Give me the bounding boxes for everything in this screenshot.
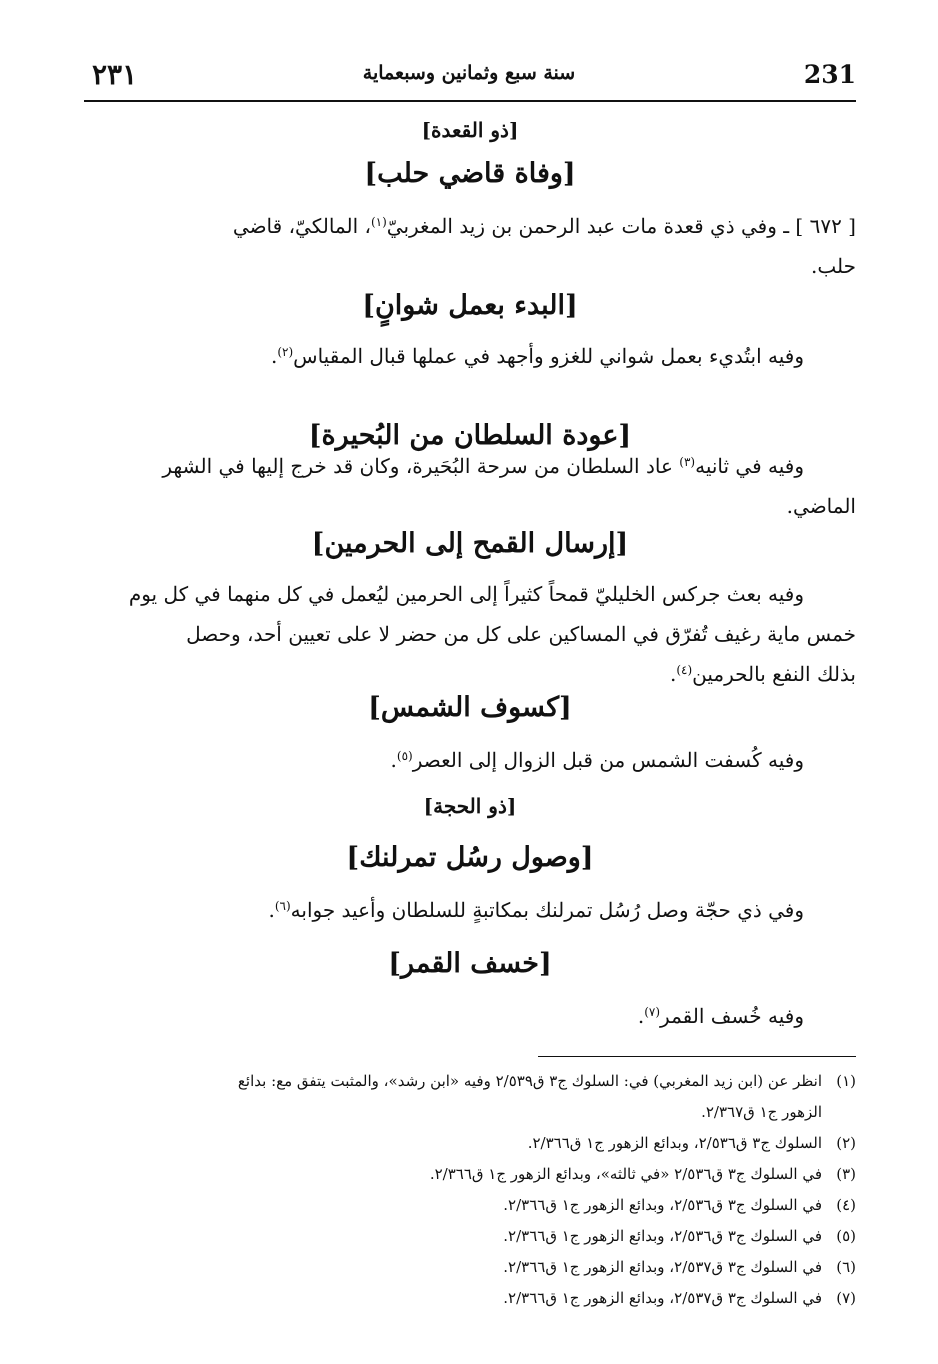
footnote-ref[interactable]: (٥) bbox=[396, 749, 413, 763]
footnote-ref[interactable]: (٣) bbox=[679, 455, 696, 469]
month-heading: [ذو القعدة] bbox=[421, 118, 519, 142]
paragraph-line: وفيه بعث جركس الخليليّ قمحاً كثيراً إلى الحرمين ليُعمل في كل منهما في كل يوم bbox=[128, 582, 804, 606]
footnote-ref[interactable]: (٧) bbox=[644, 1005, 661, 1019]
footnote bbox=[84, 1066, 856, 1097]
paragraph-line: حلب. bbox=[811, 254, 856, 278]
page-number-arabic: ٢٣١ bbox=[92, 58, 138, 91]
footnote bbox=[84, 1252, 856, 1283]
footnote-text: السلوك ج٣ ق٢/٥٣٦، وبدائع الزهور ج١ ق٢/٣٦٦. bbox=[527, 1134, 822, 1152]
section-heading: [وصول رسُل تمرلنك] bbox=[346, 842, 594, 873]
footnote-ref[interactable]: (٢) bbox=[277, 345, 294, 359]
paragraph-line: وفيه كُسفت الشمس من قبل الزوال إلى العصر$^{(٥)}$. bbox=[390, 748, 804, 772]
footnote-ref[interactable]: (٤) bbox=[676, 663, 693, 677]
footnote-ref[interactable]: (٦) bbox=[274, 899, 291, 913]
footnote-number: (٤) bbox=[836, 1196, 856, 1214]
paragraph-line: [ ٦٧٢ ] ـ وفي ذي قعدة مات عبد الرحمن بن زيد المغربيّ$^{(١)}$، المالكيّ، قاضي bbox=[232, 214, 856, 238]
footnote-text: في السلوك ج٣ ق٢/٥٣٦، وبدائع الزهور ج١ ق٢/٣٦٦. bbox=[503, 1196, 822, 1214]
footnote-number: (٣) bbox=[836, 1165, 856, 1183]
paragraph bbox=[84, 574, 856, 694]
paragraph bbox=[84, 890, 856, 930]
footnote-text: في السلوك ج٣ ق٢/٥٣٦، وبدائع الزهور ج١ ق٢/٣٦٦. bbox=[503, 1227, 822, 1245]
section-heading: [البدء بعمل شوانٍ] bbox=[362, 290, 578, 321]
paragraph-line: بذلك النفع بالحرمين$^{(٤)}$. bbox=[669, 662, 856, 686]
section-heading: [عودة السلطان من البُحيرة] bbox=[308, 420, 632, 451]
section-heading: [وفاة قاضي حلب] bbox=[364, 158, 576, 189]
section-heading: [إرسال القمح إلى الحرمين] bbox=[311, 528, 629, 559]
section-heading: [خسف القمر] bbox=[388, 948, 552, 979]
page-number-latin: 231 bbox=[803, 60, 856, 89]
paragraph-line: وفيه ابتُديء بعمل شواني للغزو وأجهد في عملها قبال المقياس$^{(٢)}$. bbox=[270, 344, 804, 368]
paragraph-line: الماضي. bbox=[786, 494, 856, 518]
paragraph bbox=[84, 740, 856, 780]
footnotes bbox=[84, 1066, 856, 1314]
header-rule bbox=[84, 100, 856, 102]
paragraph bbox=[84, 996, 856, 1036]
paragraph bbox=[84, 446, 856, 526]
footnote bbox=[84, 1283, 856, 1314]
footnote-continuation: الزهور ج١ ق٢/٣٦٧. bbox=[701, 1103, 822, 1121]
footnote-text: في السلوك ج٣ ق٢/٥٣٦ «في ثالثه»، وبدائع الزهور ج١ ق٢/٣٦٦. bbox=[429, 1165, 822, 1183]
paragraph-line: وفيه في ثانيه$^{(٣)}$ عاد السلطان من سرحة البُحَيرة، وكان قد خرج إليها في الشهر bbox=[162, 454, 804, 478]
running-title: سنة سبع وثمانين وسبعماية bbox=[362, 62, 576, 84]
footnote-separator bbox=[538, 1056, 856, 1057]
paragraph bbox=[84, 206, 856, 286]
footnote bbox=[84, 1190, 856, 1221]
footnote-text: في السلوك ج٣ ق٢/٥٣٧، وبدائع الزهور ج١ ق٢/٣٦٦. bbox=[503, 1289, 822, 1307]
footnote bbox=[84, 1221, 856, 1252]
footnote-number: (١) bbox=[836, 1072, 856, 1090]
section-heading: [كسوف الشمس] bbox=[368, 692, 572, 723]
footnote-text: في السلوك ج٣ ق٢/٥٣٧، وبدائع الزهور ج١ ق٢/٣٦٦. bbox=[503, 1258, 822, 1276]
footnote-number: (٢) bbox=[836, 1134, 856, 1152]
footnote-number: (٧) bbox=[836, 1289, 856, 1307]
footnote-ref[interactable]: (١) bbox=[370, 215, 387, 229]
month-heading: [ذو الحجة] bbox=[423, 794, 517, 818]
footnote-text: انظر عن (ابن زيد المغربي) في: السلوك ج٣ ق٢/٥٣٩ وفيه «ابن رشد»، والمثبت يتفق مع: بدائع bbox=[237, 1072, 822, 1090]
paragraph-line: وفيه خُسف القمر$^{(٧)}$. bbox=[637, 1004, 804, 1028]
footnote bbox=[84, 1159, 856, 1190]
footnote-number: (٥) bbox=[836, 1227, 856, 1245]
footnote-number: (٦) bbox=[836, 1258, 856, 1276]
paragraph-line: وفي ذي حجّة وصل رُسُل تمرلنك بمكاتبةٍ للسلطان وأعيد جوابه$^{(٦)}$. bbox=[268, 898, 804, 922]
footnote bbox=[84, 1128, 856, 1159]
paragraph bbox=[84, 336, 856, 376]
paragraph-line: خمس ماية رغيف تُفرّق في المساكين على كل من حضر لا على تعيين أحد، وحصل bbox=[186, 622, 856, 646]
